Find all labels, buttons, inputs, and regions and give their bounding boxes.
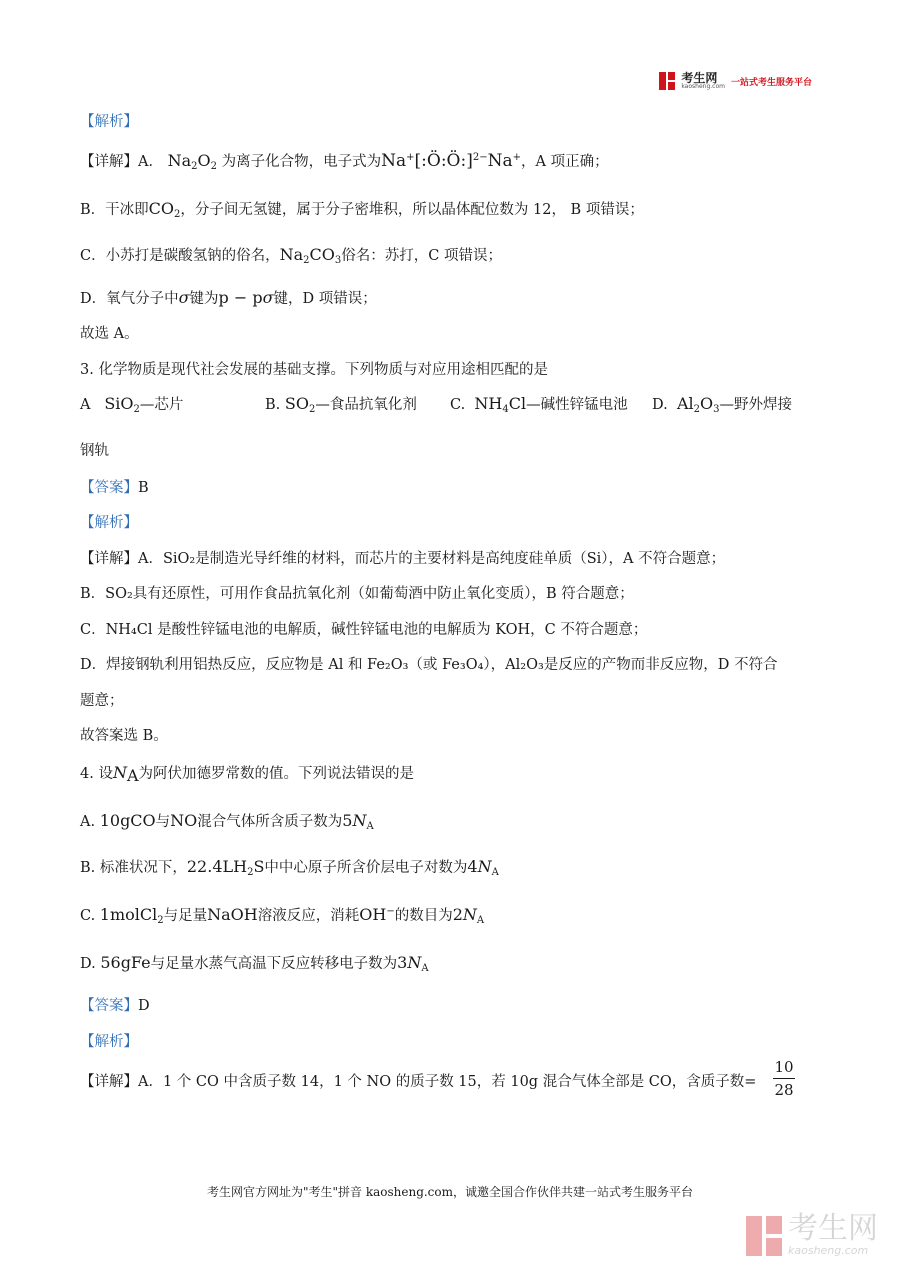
answer-4: 【答案】D xyxy=(80,998,150,1014)
analysis-3-label: 【解析】 xyxy=(80,515,138,531)
q3-option-d-continued: 钢轨 xyxy=(80,443,109,459)
fraction-10-28: 10 28 xyxy=(774,1058,794,1099)
formula-co2: $CO_2$ xyxy=(148,199,181,220)
kaosheng-watermark-icon xyxy=(746,1216,782,1256)
q4-option-d: D. 56gFe与足量水蒸气高温下反应转移电子数为$3N_A$ xyxy=(80,953,429,974)
detail-line-b: B．干冰即$CO_2$，分子间无氢键，属于分子密堆积，所以晶体配位数为 12， B 项错误； xyxy=(80,199,644,220)
q3-option-a: A SiO$_2$—芯片 xyxy=(80,394,184,415)
detail-3-b: B．SO₂具有还原性，可用作食品抗氧化剂（如葡萄酒中防止氧化变质），B 符合题意； xyxy=(80,586,634,602)
question-3-stem: 3. 化学物质是现代社会发展的基础支撑。下列物质与对应用途相匹配的是 xyxy=(80,362,548,378)
watermark-name: 考生网 xyxy=(788,1211,878,1246)
analysis-label: 【解析】 xyxy=(80,114,138,130)
logo-domain: kaosheng.com xyxy=(681,83,725,90)
question-4-stem: 4. 设$N_A$为阿伏加德罗常数的值。下列说法错误的是 xyxy=(80,763,415,785)
formula-na2o2: $Na_2O_2$ xyxy=(167,151,218,172)
q3-option-d: D. $Al_2O_3—$野外焊接 xyxy=(652,394,792,415)
electron-formula: Na+[:Ö:Ö:]$^{2-}$Na+ xyxy=(381,151,522,171)
p-p-sigma: p − pσ xyxy=(218,288,274,307)
logo-text xyxy=(681,72,725,90)
sigma-symbol: σ xyxy=(178,288,190,307)
detail-3-a: 【详解】A．SiO₂是制造光导纤维的材料，而芯片的主要材料是高纯度硅单质（Si），A 不符合题意； xyxy=(80,551,726,567)
watermark xyxy=(746,1211,878,1257)
detail-3-d-continued: 题意； xyxy=(80,693,124,709)
detail-line-d: D．氧气分子中σ键为p − pσ键，D 项错误； xyxy=(80,288,377,307)
conclusion-a: 故选 A。 xyxy=(80,326,139,342)
detail-label: 【详解】 xyxy=(80,154,138,170)
q4-option-c: C. 1molCl$_2$与足量NaOH溶液反应，消耗OH−的数目为$2N_A$ xyxy=(80,905,485,926)
detail-line-c: C．小苏打是碳酸氢钠的俗名，$Na_2CO_3$俗名：苏打，C 项错误； xyxy=(80,245,502,266)
q3-option-b: B. $SO_2—$食品抗氧化剂 xyxy=(265,394,417,415)
header-slogan: 一站式考生服务平台 xyxy=(730,77,812,88)
detail-3-c: C．NH₄Cl 是酸性锌锰电池的电解质，碱性锌锰电池的电解质为 KOH，C 不符合题意； xyxy=(80,622,648,638)
q4-option-a: A. 10gCO与NO混合气体所含质子数为$5N_A$ xyxy=(80,811,374,832)
conclusion-3: 故答案选 B。 xyxy=(80,728,168,744)
watermark-domain: kaosheng.com xyxy=(788,1244,869,1257)
detail-3-d: D．焊接钢轨利用铝热反应，反应物是 Al 和 Fe₂O₃（或 Fe₃O₄），Al₂O₃是反应的产物而非反应物，D 不符合 xyxy=(80,657,778,673)
page-footer: 考生网官方网址为"考生"拼音 kaosheng.com，诚邀全国合作伙伴共建一站式考生服务平台 xyxy=(206,1185,694,1199)
page-header xyxy=(659,72,812,90)
q4-option-b: B. 标准状况下，$22.4LH_2S$中中心原子所含价层电子对数为$4N_A$ xyxy=(80,857,499,878)
detail-4-a: 【详解】A．1 个 CO 中含质子数 14，1 个 NO 的质子数 15，若 10g 混合气体全部是 CO，含质子数= xyxy=(80,1074,757,1090)
kaosheng-logo-icon xyxy=(659,72,675,90)
formula-na2co3: $Na_2CO_3$ xyxy=(279,245,342,266)
answer-3: 【答案】B xyxy=(80,480,149,496)
q3-option-c: C. $NH_4Cl—$碱性锌锰电池 xyxy=(450,394,628,415)
logo-name: 考生网 xyxy=(681,71,718,85)
analysis-4-label: 【解析】 xyxy=(80,1034,138,1050)
detail-line-a: 【详解】A． $Na_2O_2$ 为离子化合物，电子式为Na+[:Ö:Ö:]$^{2-}$Na+，A 项正确； xyxy=(80,151,609,172)
